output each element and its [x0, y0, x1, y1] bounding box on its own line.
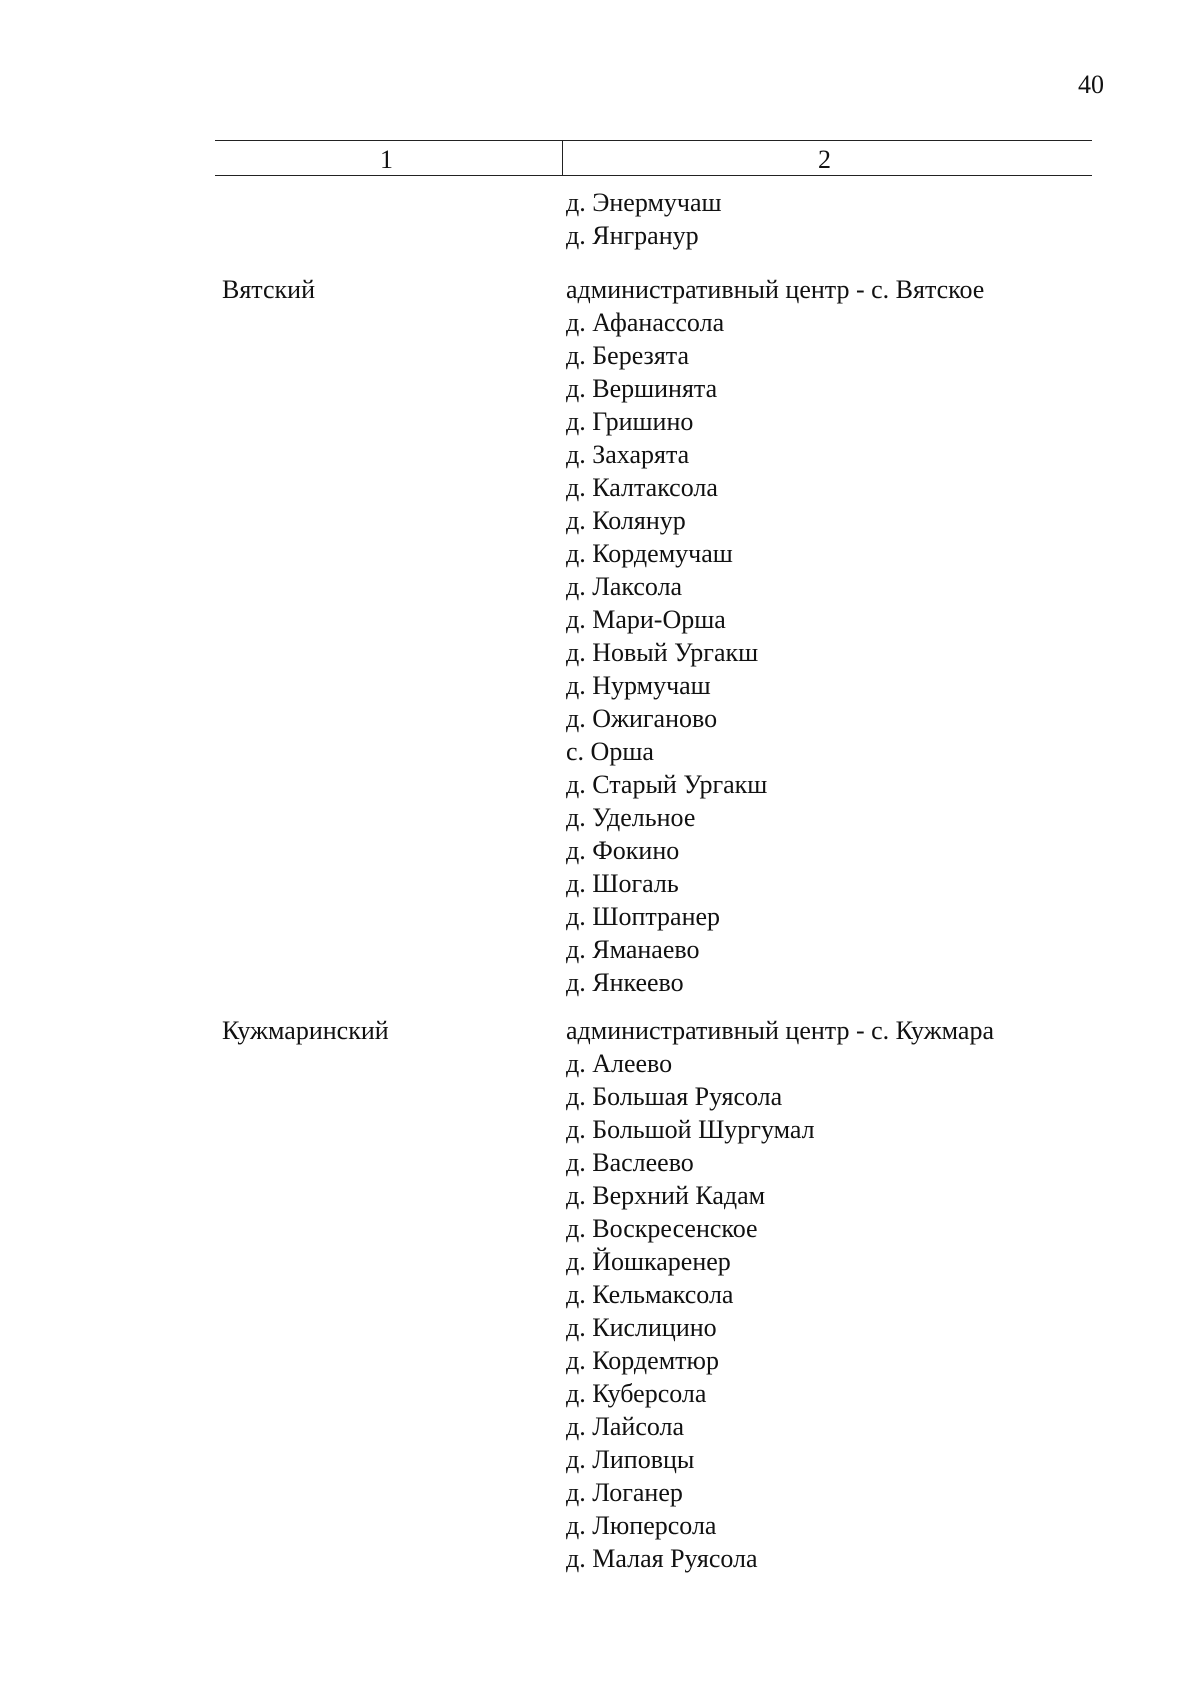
list-item: д. Нурмучаш [566, 671, 711, 700]
list-item: д. Верхний Кадам [566, 1181, 766, 1210]
list-item: административный центр - с. Кужмара [566, 1016, 995, 1045]
table-top-rule [215, 140, 1092, 141]
list-item: д. Кордемтюр [566, 1346, 719, 1375]
list-item: д. Березята [566, 341, 690, 370]
list-item: д. Вершинята [566, 374, 718, 403]
list-item: д. Воскресенское [566, 1214, 758, 1243]
table-header-bottom-rule [215, 175, 1092, 176]
section-list-vyatsky [566, 273, 984, 999]
list-item: д. Старый Ургакш [566, 770, 768, 799]
list-item: административный центр - с. Вятское [566, 275, 985, 304]
list-item: д. Афанассола [566, 308, 725, 337]
list-item: д. Фокино [566, 836, 680, 865]
list-item: д. Удельное [566, 803, 696, 832]
continuation-list [566, 186, 722, 252]
list-item: д. Шоптранер [566, 902, 721, 931]
list-item: д. Лаксола [566, 572, 683, 601]
section-name-vyatsky: Вятский [222, 275, 315, 304]
list-item: д. Малая Руясола [566, 1544, 758, 1573]
list-item: д. Алеево [566, 1049, 673, 1078]
list-item: д. Новый Ургакш [566, 638, 759, 667]
list-item: д. Лайсола [566, 1412, 685, 1441]
list-item: д. Гришино [566, 407, 694, 436]
list-item: д. Ожиганово [566, 704, 718, 733]
list-item: д. Захарята [566, 440, 690, 469]
list-item: д. Кордемучаш [566, 539, 733, 568]
list-item: с. Орша [566, 737, 654, 766]
table-column-header-2: 2 [818, 145, 831, 174]
list-item: д. Большой Шургумал [566, 1115, 815, 1144]
page-number: 40 [1078, 70, 1104, 99]
list-item: д. Шогаль [566, 869, 679, 898]
section-list-kuzhmarinsky [566, 1014, 994, 1575]
list-item: д. Куберсола [566, 1379, 707, 1408]
list-item: д. Калтаксола [566, 473, 718, 502]
list-item: д. Липовцы [566, 1445, 695, 1474]
section-name-kuzhmarinsky: Кужмаринский [222, 1016, 389, 1045]
list-item: д. Янгранур [566, 221, 699, 250]
list-item: д. Энермучаш [566, 188, 722, 217]
list-item: д. Колянур [566, 506, 686, 535]
list-item: д. Кельмаксола [566, 1280, 734, 1309]
list-item: д. Яманаево [566, 935, 700, 964]
table-column-header-1: 1 [380, 145, 393, 174]
list-item: д. Васлеево [566, 1148, 694, 1177]
list-item: д. Кислицино [566, 1313, 717, 1342]
list-item: д. Мари-Орша [566, 605, 726, 634]
table-column-divider [562, 140, 563, 176]
list-item: д. Йошкаренер [566, 1247, 731, 1276]
list-item: д. Люперсола [566, 1511, 717, 1540]
list-item: д. Большая Руясола [566, 1082, 783, 1111]
list-item: д. Янкеево [566, 968, 684, 997]
list-item: д. Логанер [566, 1478, 683, 1507]
